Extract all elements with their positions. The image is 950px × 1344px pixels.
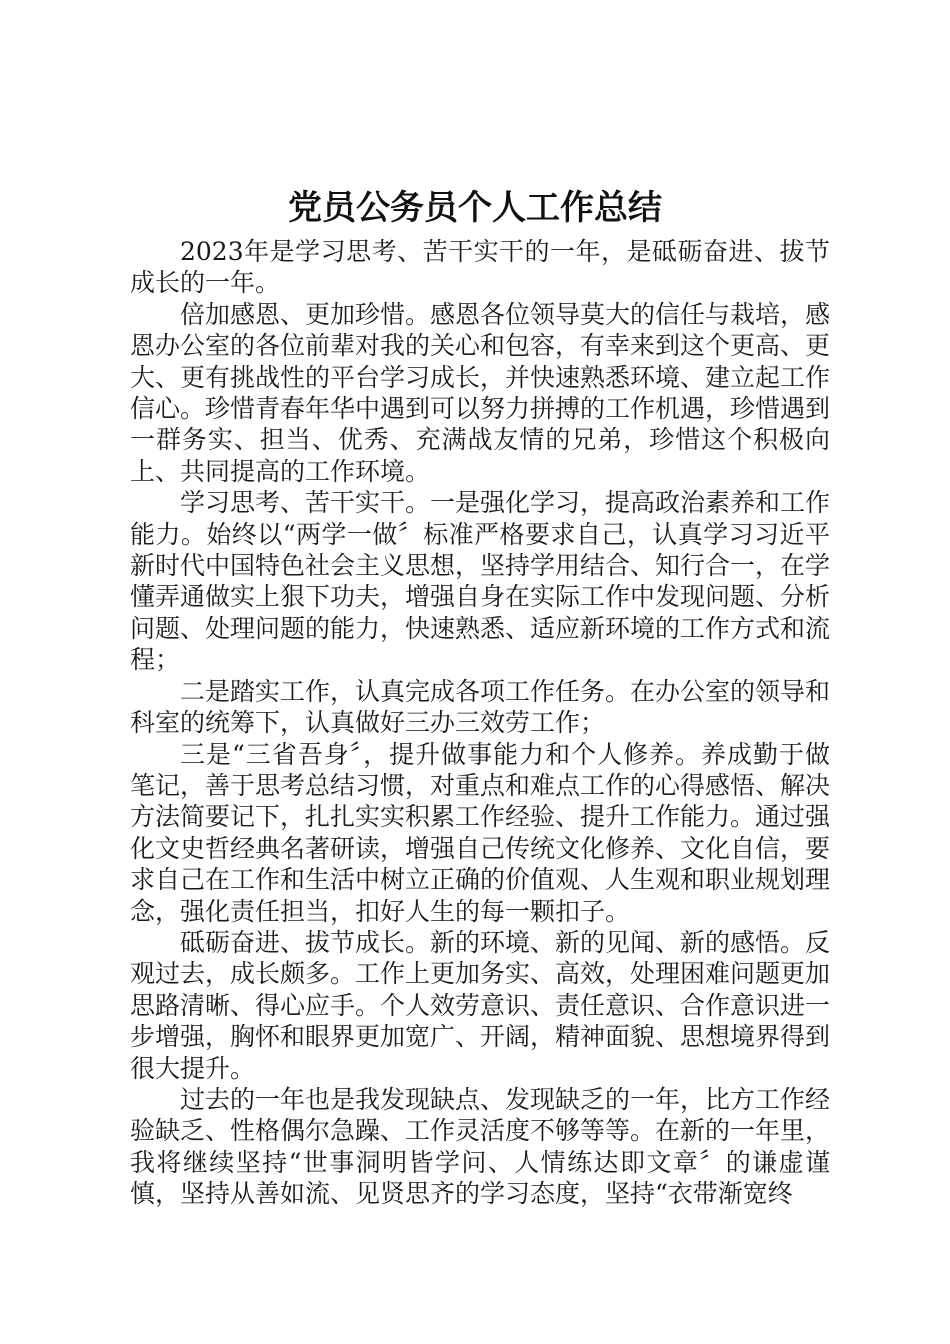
document-body <box>130 236 830 1210</box>
document-title: 党员公务员个人工作总结 <box>288 188 662 228</box>
paragraph-intro: 2023年是学习思考、苦干实干的一年，是砥砺奋进、拔节成长的一年。 <box>130 237 830 298</box>
paragraph-growth: 砥砺奋进、拔节成长。新的环境、新的见闻、新的感悟。反观过去，成长颇多。工作上更加务实、高效，处理困难问题更加思路清晰、得心应手。个人效劳意识、责任意识、合作意识进一步增强，胸怀和眼界更加宽广、开阔，精神面貌、思想境界得到很大提升。 <box>130 927 831 1083</box>
paragraph-gratitude: 倍加感恩、更加珍惜。感恩各位领导莫大的信任与栽培，感恩办公室的各位前辈对我的关心和包容，有幸来到这个更高、更大、更有挑战性的平台学习成长，并快速熟悉环境、建立起工作信心。珍惜青春年华中遇到可以努力拼搏的工作机遇，珍惜遇到一群务实、担当、优秀、充满战友情的兄弟，珍惜这个积极向上、共同提高的工作环境。 <box>130 299 831 486</box>
paragraph-reflection: 三是“三省吾身〞，提升做事能力和个人修养。养成勤于做笔记，善于思考总结习惯，对重点和难点工作的心得感悟、解决方法简要记下，扎扎实实积累工作经验、提升工作能力。通过强化文史哲经典名著研读，增强自己传统文化修养、文化自信，要求自己在工作和生活中树立正确的价值观、人生观和职业规划理念，强化责任担当，扣好人生的每一颗扣子。 <box>130 739 831 926</box>
paragraph-work: 二是踏实工作，认真完成各项工作任务。在办公室的领导和科室的统筹下，认真做好三办三效劳工作； <box>130 676 831 738</box>
paragraph-study: 学习思考、苦干实干。一是强化学习，提高政治素养和工作能力。始终以“两学一做〞标准严格要求自己，认真学习习近平新时代中国特色社会主义思想，坚持学用结合、知行合一，在学懂弄通做实上狠下功夫，增强自身在实际工作中发现问题、分析问题、处理问题的能力，快速熟悉、适应新环境的工作方式和流程； <box>130 488 831 675</box>
paragraph-shortcomings: 过去的一年也是我发现缺点、发现缺乏的一年，比方工作经验缺乏、性格偶尔急躁、工作灵活度不够等等。在新的一年里，我将继续坚持“世事洞明皆学问、人情练达即文章〞的谦虚谨慎，坚持从善如流、见贤思齐的学习态度，坚持“衣带渐宽终 <box>130 1084 831 1209</box>
